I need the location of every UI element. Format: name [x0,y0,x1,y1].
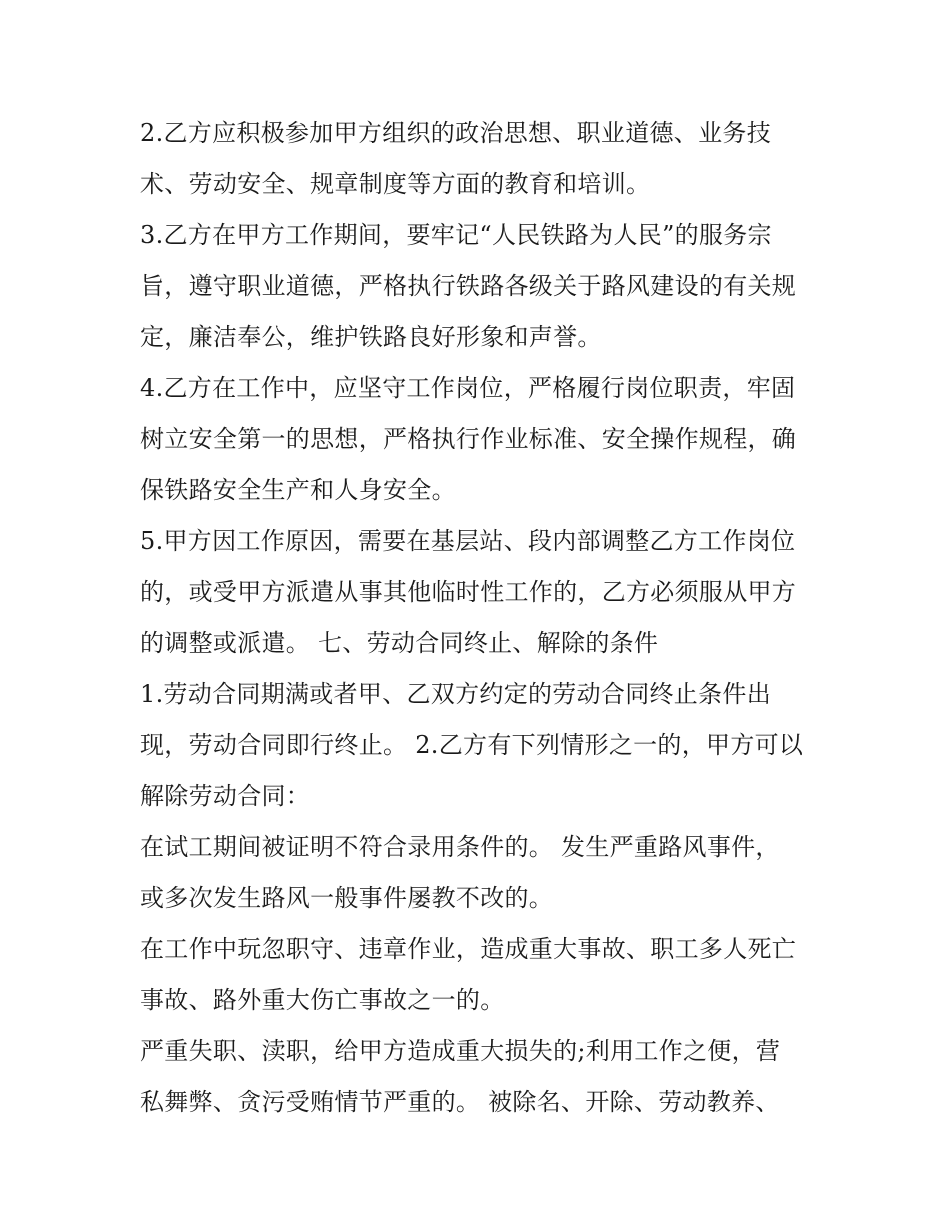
document-body [140,108,820,1128]
text-line: 严重失职、渎职，给甲方造成重大损失的;利用工作之便，营 [140,1037,781,1065]
text-line: 现，劳动合同即行终止。 2.乙方有下列情形之一的，甲方可以 [140,731,804,759]
text-line: 在工作中玩忽职守、违章作业，造成重大事故、职工多人死亡 [140,935,797,963]
text-line: 或多次发生路风一般事件屡教不改的。 [140,884,554,912]
text-line: 在试工期间被证明不符合录用条件的。 发生严重路风事件， [140,833,780,861]
text-line: 术、劳动安全、规章制度等方面的教育和培训。 [140,170,651,198]
text-line: 解除劳动合同： [140,782,311,810]
text-line: 私舞弊、贪污受贿情节严重的。 被除名、开除、劳动教养、 [140,1088,780,1116]
text-line: 的调整或派遣。 七、劳动合同终止、解除的条件 [140,629,659,657]
text-line: 保铁路安全生产和人身安全。 [140,476,456,504]
text-line: 树立安全第一的思想，严格执行作业标准、安全操作规程，确 [140,425,797,453]
text-line: 定，廉洁奉公，维护铁路良好形象和声誉。 [140,323,602,351]
text-line: 4.乙方在工作中，应坚守工作岗位，严格履行岗位职责，牢固 [140,374,796,402]
text-line: 事故、路外重大伤亡事故之一的。 [140,986,505,1014]
text-line: 2.乙方应积极参加甲方组织的政治思想、职业道德、业务技 [140,119,771,147]
text-line: 1.劳动合同期满或者甲、乙双方约定的劳动合同终止条件出 [140,680,771,708]
text-line: 的，或受甲方派遣从事其他临时性工作的，乙方必须服从甲方 [140,578,797,606]
text-line: 5.甲方因工作原因，需要在基层站、段内部调整乙方工作岗位 [140,527,796,555]
text-line: 3.乙方在甲方工作期间，要牢记“人民铁路为人民”的服务宗 [140,221,772,249]
text-line: 旨，遵守职业道德，严格执行铁路各级关于路风建设的有关规 [140,272,797,300]
